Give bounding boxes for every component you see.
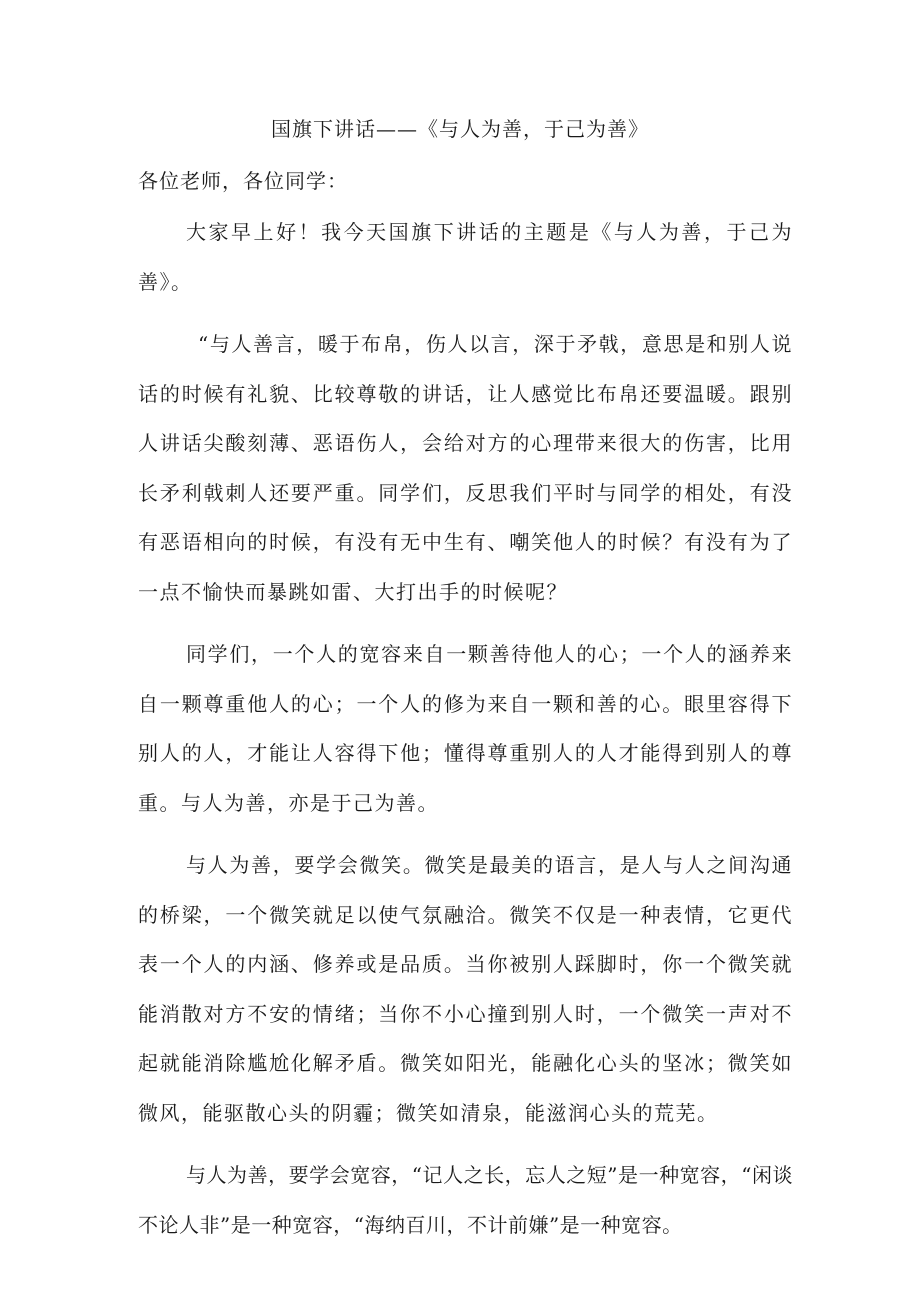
salutation: 各位老师，各位同学： xyxy=(138,169,348,193)
paragraph-greeting: 大家早上好！我今天国旗下讲话的主题是《与人为善，于己为善》。 xyxy=(138,220,793,294)
paragraph-forgiveness: 与人为善，要学会宽容，“记人之长，忘人之短”是一种宽容，“闲谈不论人非”是一种宽容，“海纳百川，不计前嫌”是一种宽容。 xyxy=(138,1163,793,1237)
document-title: 国旗下讲话——《与人为善，于己为善》 xyxy=(271,117,649,141)
paragraph-tolerance-heart: 同学们，一个人的宽容来自一颗善待他人的心；一个人的涵养来自一颗尊重他人的心；一个人的修为来自一颗和善的心。眼里容得下别人的人，才能让人容得下他；懂得尊重别人的人才能得到别人的尊重。与人为善，亦是于己为善。 xyxy=(138,642,793,815)
paragraph-quote: “与人善言，暖于布帛，伤人以言，深于矛戟，意思是和别人说话的时候有礼貌、比较尊敬的讲话，让人感觉比布帛还要温暖。跟别人讲话尖酸刻薄、恶语伤人，会给对方的心理带来很大的伤害，比用长矛利戟刺人还要严重。同学们，反思我们平时与同学的相处，有没有恶语相向的时候，有没有无中生有、嘲笑他人的时候？有没有为了一点不愉快而暴跳如雷、大打出手的时候呢？ xyxy=(138,332,793,604)
paragraph-smile: 与人为善，要学会微笑。微笑是最美的语言，是人与人之间沟通的桥梁，一个微笑就足以使气氛融洽。微笑不仅是一种表情，它更代表一个人的内涵、修养或是品质。当你被别人踩脚时，你一个微笑就能消散对方不安的情绪；当你不小心撞到别人时，一个微笑一声对不起就能消除尴尬化解矛盾。微笑如阳光，能融化心头的坚冰；微笑如微风，能驱散心头的阴霾；微笑如清泉，能滋润心头的荒芜。 xyxy=(138,853,793,1125)
speech-body xyxy=(138,208,793,1263)
